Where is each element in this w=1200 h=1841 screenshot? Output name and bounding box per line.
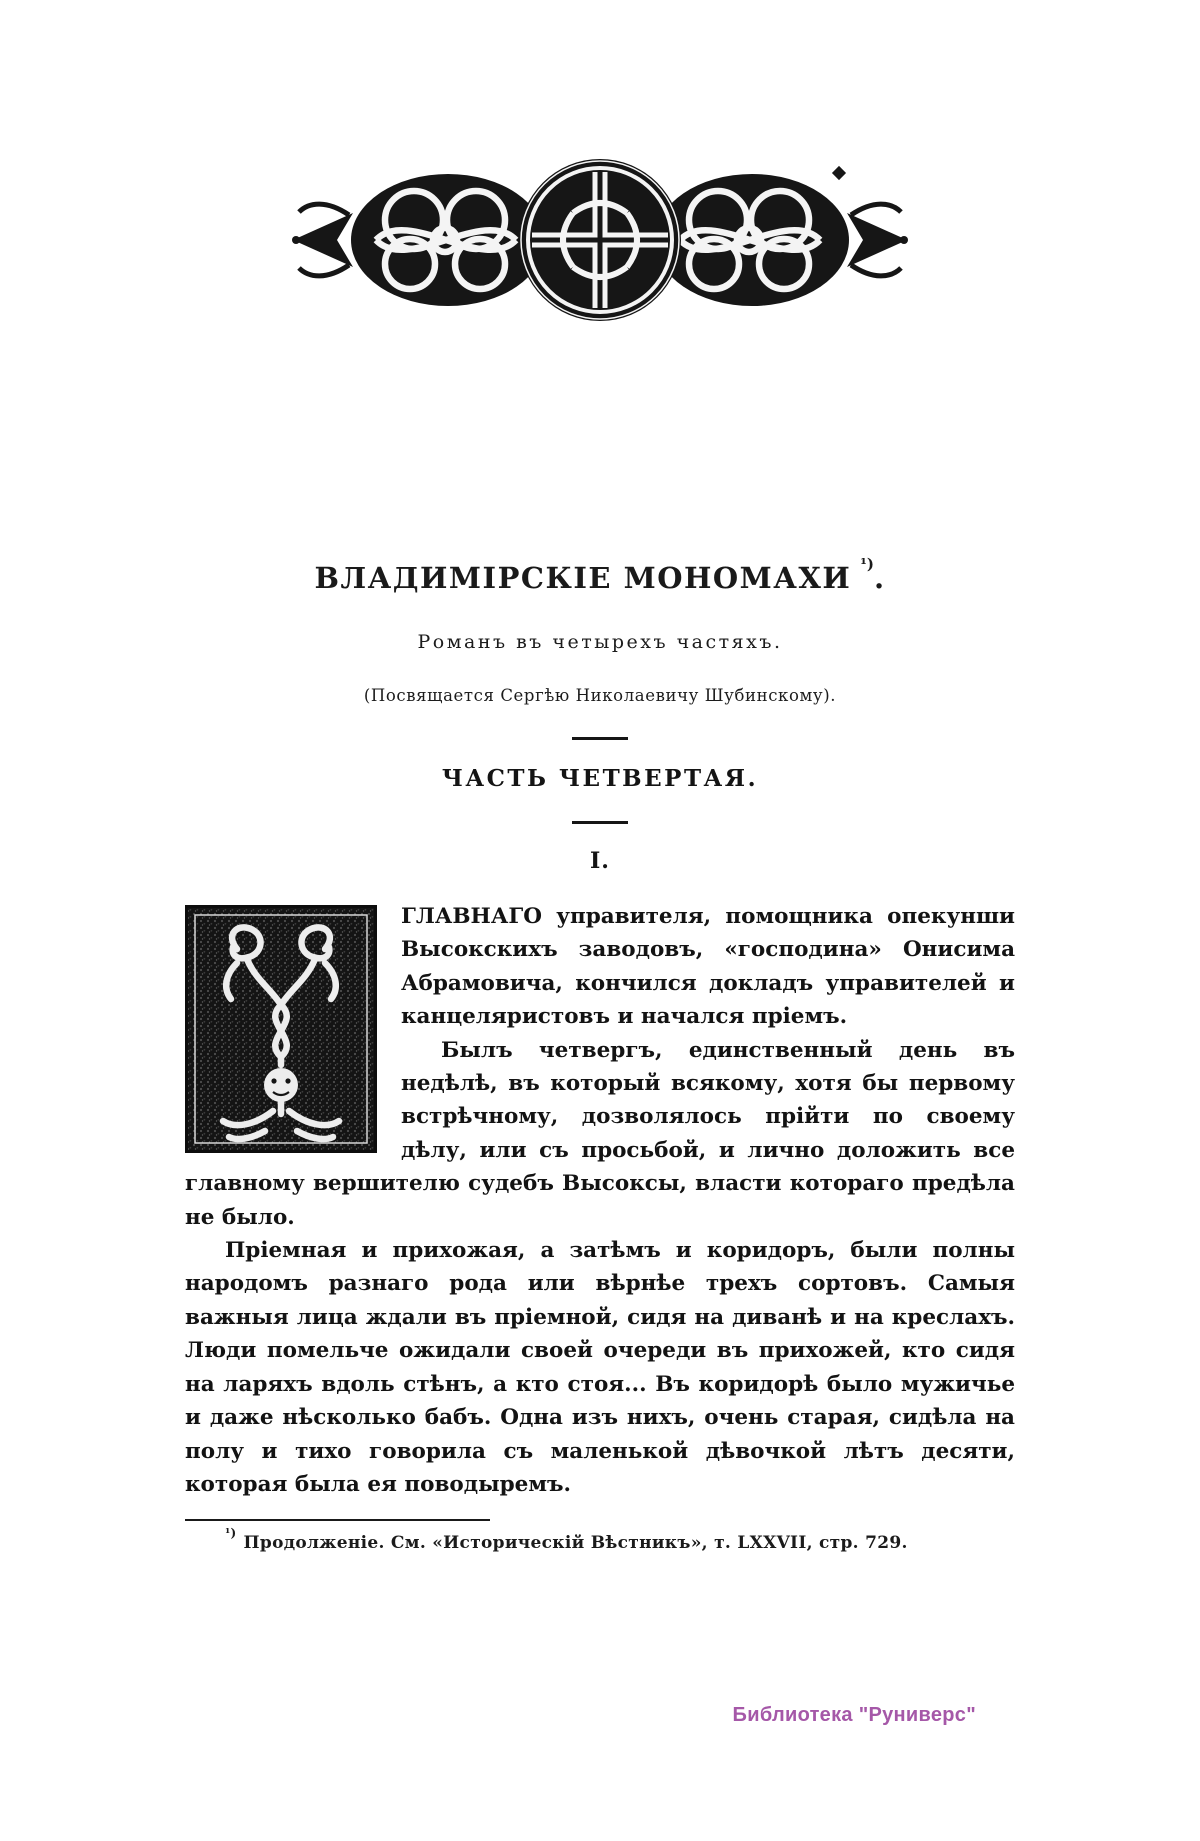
drop-cap-initial xyxy=(185,905,377,1153)
initial-letter-u-ornament-icon xyxy=(185,905,377,1153)
title-text: ВЛАДИМІРСКІЕ МОНОМАХИ xyxy=(314,561,852,595)
library-watermark: Библиотека "Руниверс" xyxy=(732,1704,976,1726)
paragraph-3: Пріемная и прихожая, а затѣмъ и коридоръ, были полны народомъ разнаго рода или вѣрнѣе трехъ сортовъ. Самыя важныя лица ждали въ пріемной, сидя на диванѣ и на креслахъ. Люди помельче ожидали своей очереди въ прихожей, кто сидя на ларяхъ вдоль стѣнъ, а кто стоя... Въ коридорѣ было мужичье и даже нѣсколько бабъ. Одна изъ нихъ, очень старая, сидѣла на полу и тихо говорила съ маленькой дѣвочкой лѣтъ десяти, которая была ея поводыремъ. xyxy=(185,1238,1015,1497)
title-period: . xyxy=(873,561,886,595)
divider-rule-1 xyxy=(572,737,628,740)
divider-rule-2 xyxy=(572,821,628,824)
title-footnote-marker: ¹) xyxy=(860,555,874,574)
paragraph-1: ГЛАВНАГО управителя, помощника опекунши Высокскихъ заводовъ, «господина» Онисима Абрамовича, кончился докладъ управителей и канцеляристовъ и начался пріемъ. xyxy=(401,904,1015,1030)
footnote-divider xyxy=(185,1519,490,1521)
footnote xyxy=(185,1525,1015,1553)
footnote-marker: ¹) xyxy=(225,1525,237,1540)
subtitle: Романъ въ четырехъ частяхъ. xyxy=(417,631,783,653)
paragraph-2: Былъ четвергъ, единственный день въ недѣлѣ, въ который всякому, хотя бы первому встрѣчному, дозволялось прійти по своему дѣлу, или съ просьбой, и лично доложить все главному вершителю судебъ Высоксы, власти котораго предѣла не было. xyxy=(185,1037,1015,1230)
dedication: (Посвящается Сергѣю Николаевичу Шубинскому). xyxy=(363,686,837,705)
page-title xyxy=(185,555,1015,595)
header-ornament xyxy=(285,148,915,333)
body-text xyxy=(185,900,1015,1501)
chapter-number: I. xyxy=(590,848,610,874)
footnote-text: Продолженіе. См. «Историческій Вѣстникъ», т. LXXVII, стр. 729. xyxy=(243,1532,908,1553)
part-heading: ЧАСТЬ ЧЕТВЕРТАЯ. xyxy=(441,765,759,792)
book-page xyxy=(0,148,1200,1553)
knotwork-ornament-icon xyxy=(285,148,915,333)
